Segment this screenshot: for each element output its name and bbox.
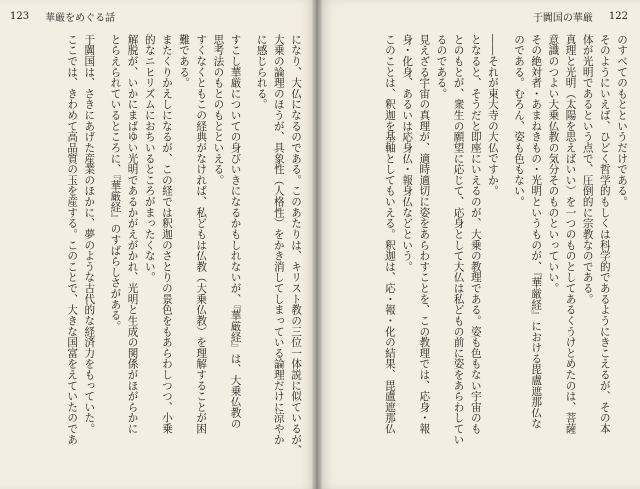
text-column: このことは、釈迦を基軸としてもいえる。釈迦は、応・報・化の結果、毘盧遮那仏 (383, 34, 396, 435)
left-running-head (10, 8, 115, 24)
text-column: 体が光明であるという点で、圧倒的に宗教なのである。 (581, 34, 594, 305)
text-column: になり、大仏になるのである。このあたりは、キリスト教の三位一体説に似ているが、 (290, 34, 302, 456)
text-column: とのもとが、衆生の願望に応じて、応身として大仏は私どもの前に姿をあらわしてい (452, 34, 465, 445)
text-column: 的なニヒリズムにおちいるところがまったくない。 (143, 34, 156, 283)
text-column: すこし華厳についての身びいきになるかもしれないが、『華厳経』は、大乗仏教の (229, 34, 242, 429)
text-column: に感じられる。 (255, 34, 268, 110)
text-column: 意識のつよい大乗仏教の気分そのものといっていい。 (547, 34, 560, 294)
text-column: ここでは、きわめて高品質の玉を産する。このことで、大きな国富をえていたのであ (66, 34, 79, 445)
text-column: 于闐国は、さきにあげた産業のほかに、夢のような古代的な経済力をもっていた。 (83, 34, 96, 435)
right-page (316, 0, 640, 489)
text-column: 解脱が、いかにまばゆい光明であるかがえがかれ、光明と生成の関係がほがらかに (126, 34, 139, 435)
page-number: 123 (10, 10, 30, 22)
text-column: その絶対者・あまねきもの・光明というものが、『華厳経』における毘盧遮那仏な (530, 34, 543, 429)
right-running-head (533, 8, 628, 24)
text-column: 見えざる宇宙の真理が、適時適切に姿をあらわすことを、この教理では、応身・報 (418, 34, 431, 435)
text-column: すくなくともこの経典がなければ、私どもは仏教（大乗仏教）を理解することが困 (195, 34, 208, 435)
text-column: 難である。 (178, 34, 191, 89)
left-body-text (10, 34, 304, 481)
text-column: ――それが東大寺の大仏ですか。 (486, 34, 499, 197)
text-column: とらえられているところに、『華厳経』のすばらしさがある。 (109, 34, 122, 332)
text-column: 大乗の論理のほうが、具象性（人格性）をかき消してしまっている論理だけに涼やか (272, 34, 285, 445)
text-column: 思考法のもとのもとといえる。 (212, 34, 225, 186)
right-body-text (330, 34, 630, 481)
text-column: またくりかえしになるが、この経では釈迦のさとりの景色をもあらわしつつ、小乗 (160, 34, 173, 435)
running-title: 華厳をめぐる話 (45, 12, 116, 24)
left-page (0, 0, 316, 489)
page-number: 122 (608, 10, 628, 22)
text-column: のである。むろん、姿も色もない。 (513, 34, 526, 207)
running-title: 于闐国の華厳 (532, 12, 593, 24)
text-column: のすべてのもとというだけである。 (616, 34, 628, 207)
text-column: 真理と光明（太陽を思えばいい）を一つのものとしてあるくうけとめたのは、菩薩 (564, 34, 577, 435)
text-column: となると、そうだと即座にいえるのが、大乗の教理である。姿も色もない宇宙のも (469, 34, 482, 435)
text-column: 身・化身、あるいは応身仏・報身仏などという。 (401, 34, 414, 272)
text-column: そのようにいえば、ひどく哲学的もしくは科学的であるようにきこえるが、その本 (598, 34, 611, 435)
paragraph-gap (244, 34, 253, 481)
paragraph-gap (501, 34, 510, 481)
book-gutter (312, 0, 322, 489)
text-column: るのである。 (435, 34, 448, 99)
paragraph-gap (97, 34, 106, 481)
